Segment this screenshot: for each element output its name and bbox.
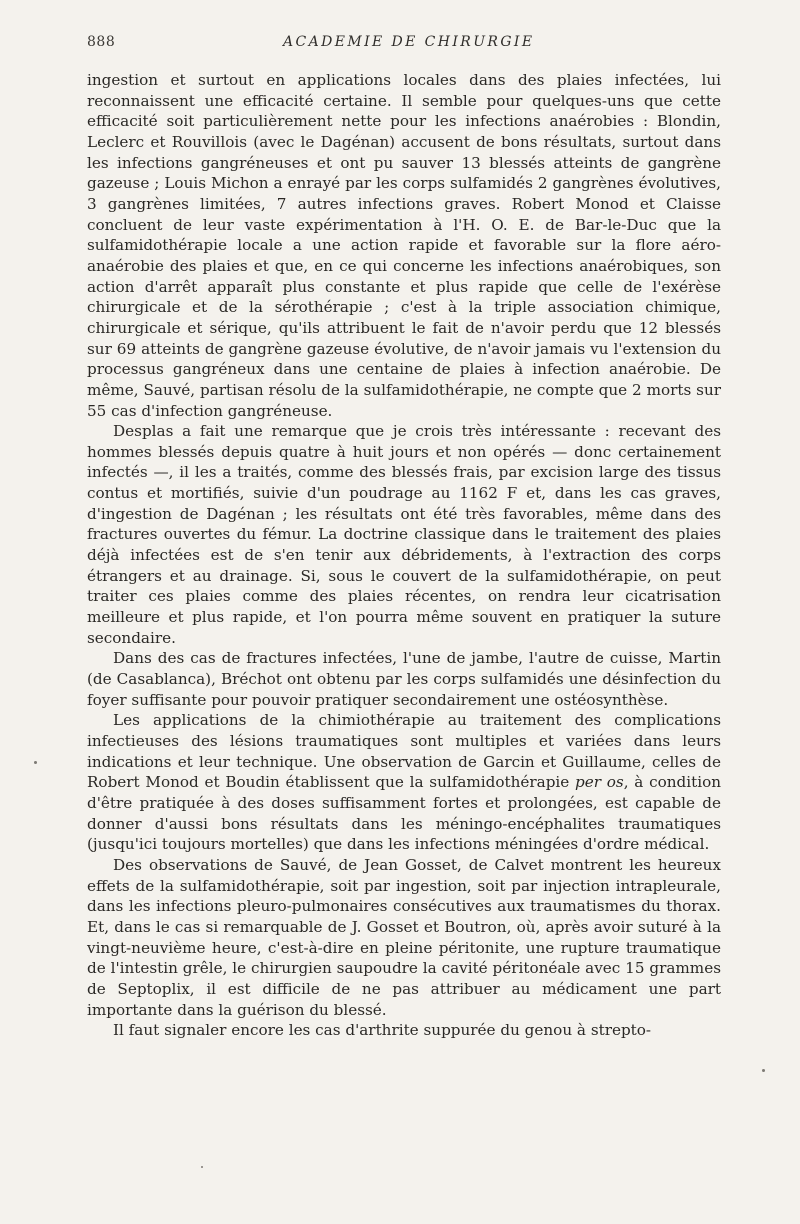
paragraph-text: , à condition d'être pratiquée à des doses suffisamment fortes et prolongées, est capable de donner d'aussi bons résultats dans les méningo-encéphalites traumatiques (jusqu'ici toujours mortelles) que dans les infections méningées d'ordre médical. bbox=[87, 773, 721, 854]
paragraph: Des observations de Sauvé, de Jean Gosset, de Calvet montrent les heureux effets de la sulfamidothérapie, soit par ingestion, soit par injection intrapleurale, dans les infections pleuro-pulmonaires consécutives aux traumatismes du thorax. Et, dans le cas si remarquable de J. Gosset et Boutron, où, après avoir suturé à la vingt-neuvième heure, c'est-à-dire en pleine péritonite, une rupture traumatique de l'intestin grêle, le chirurgien saupoudre la cavité péritonéale avec 15 grammes de Septoplix, il est difficile de ne pas attribuer au médicament une part importante dans la guérison du blessé. bbox=[87, 855, 721, 1019]
paragraph-text: Les applications de la chimiothérapie au traitement des complications infectieuses des lésions traumatiques sont multiples et variées dans leurs indications et leur technique. Une observation de Garcin et Guillaume, celles de Robert Monod et Boudin établissent que la sulfamidothérapie bbox=[87, 711, 721, 792]
page-header bbox=[87, 34, 717, 56]
paragraph: Dans des cas de fractures infectées, l'une de jambe, l'autre de cuisse, Martin (de Casablanca), Bréchot ont obtenu par les corps sulfamidés une désinfection du foyer suffisante pour pouvoir pratiquer secondairement une ostéosynthèse. bbox=[87, 649, 721, 709]
paragraph: ingestion et surtout en applications locales dans des plaies infectées, lui reconnaissent une efficacité certaine. Il semble pour quelques-uns que cette efficacité soit particulièrement nette pour les infections anaérobies : Blondin, Leclerc et Rouvillois (avec le Dagénan) accusent de bons résultats, surtout dans les infections gangréneuses et ont pu sauver 13 blessés atteints de gangrène gazeuse ; Louis Michon a enrayé par les corps sulfamidés 2 gangrènes évolutives, 3 gangrènes limitées, 7 autres infections graves. Robert Monod et Claisse concluent de leur vaste expérimentation à l'H. O. E. de Bar-le-Duc que la sulfamidothérapie locale a une action rapide et favorable sur la flore aéro-anaérobie des plaies et que, en ce qui concerne les infections anaérobiques, son action d'arrêt apparaît plus constante et plus rapide que celle de l'exérèse chirurgicale et de la sérothérapie ; c'est à la triple association chimique, chirurgicale et sérique, qu'ils attribuent le fait de n'avoir perdu que 12 blessés sur 69 atteints de gangrène gazeuse évolutive, de n'avoir jamais vu l'extension du processus gangréneux dans une centaine de plaies à infection anaérobie. De même, Sauvé, partisan résolu de la sulfamidothérapie, ne compte que 2 morts sur 55 cas d'infection gangréneuse. bbox=[87, 71, 721, 420]
paragraph: Desplas a fait une remarque que je crois très intéressante : recevant des hommes blessés depuis quatre à huit jours et non opérés — donc certainement infectés —, il les a traités, comme des blessés frais, par excision large des tissus contus et mortifiés, suivie d'un poudrage au 1162 F et, dans les cas graves, d'ingestion de Dagénan ; les résultats ont été très favorables, même dans des fractures ouvertes du fémur. La doctrine classique dans le traitement des plaies déjà infectées est de s'en tenir aux débridements, à l'extraction des corps étrangers et au drainage. Si, sous le couvert de la sulfamidothérapie, on peut traiter ces plaies comme des plaies récentes, on rendra leur cicatrisation meilleure et plus rapide, et l'on pourra même souvent en pratiquer la suture secondaire. bbox=[87, 422, 721, 647]
body-text bbox=[87, 70, 721, 1041]
running-title: ACADEMIE DE CHIRURGIE bbox=[283, 34, 535, 50]
paper-speck bbox=[34, 761, 37, 764]
paragraph: Il faut signaler encore les cas d'arthrite suppurée du genou à strepto- bbox=[113, 1021, 652, 1040]
paragraph bbox=[87, 710, 721, 855]
paper-speck bbox=[762, 1069, 765, 1072]
italic-latin-term: per os bbox=[575, 773, 624, 792]
page-number: 888 bbox=[87, 34, 116, 50]
paper-speck bbox=[201, 1166, 203, 1168]
